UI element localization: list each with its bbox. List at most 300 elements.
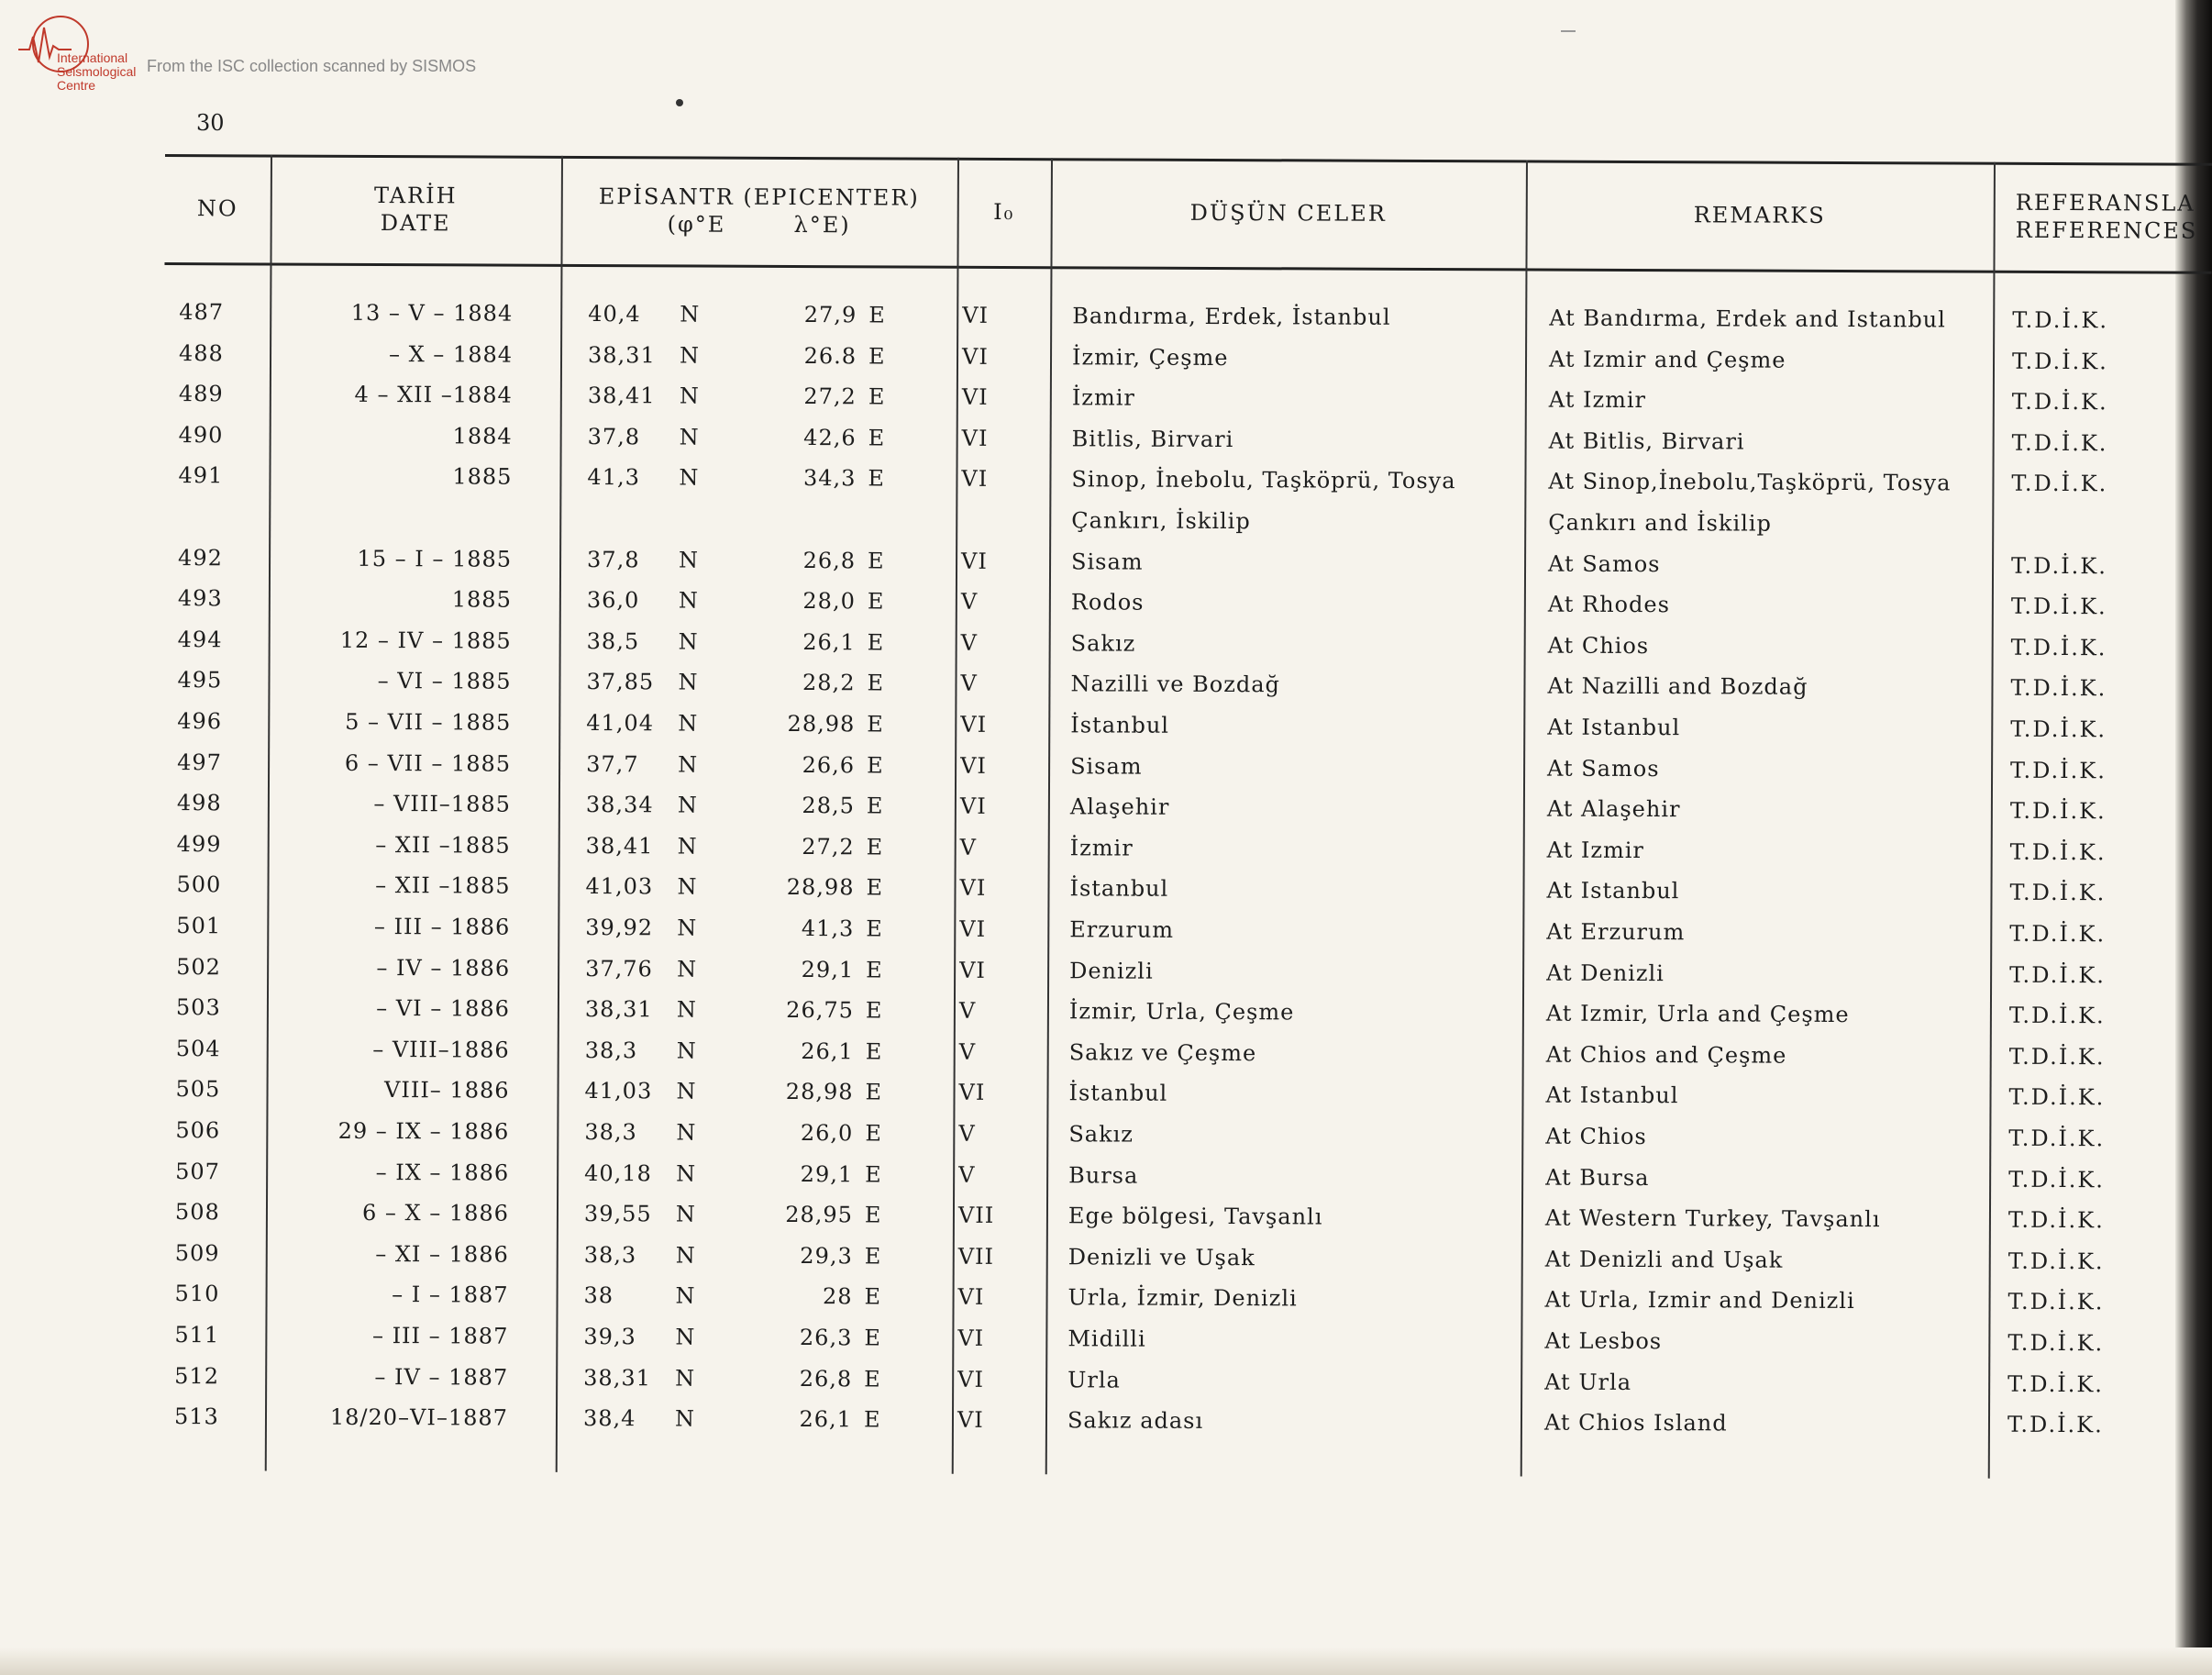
row-lat-hemisphere: N (677, 833, 698, 860)
row-remarks: At Lesbos (1544, 1327, 1663, 1355)
row-date: – III – 1887 (371, 1322, 509, 1349)
header-intensity (957, 158, 1051, 266)
row-reference: T.D.İ.K. (2010, 593, 2107, 620)
row-date: – I – 1887 (392, 1281, 509, 1309)
row-remarks: At Bitlis, Birvari (1548, 427, 1745, 455)
row-date: – VIII–1885 (373, 791, 511, 817)
row-latitude: 38,3 (584, 1037, 638, 1064)
row-remarks: At Erzurum (1546, 918, 1686, 946)
row-lat-hemisphere: N (679, 464, 700, 491)
isc-name (57, 51, 136, 93)
row-longitude: 26,1 (802, 628, 856, 656)
row-lat-hemisphere: N (675, 1324, 696, 1350)
row-places: Sinop, İnebolu, Taşköprü, Tosya (1071, 466, 1456, 494)
row-lon-hemisphere: E (868, 302, 886, 328)
header-remarks (1525, 160, 1994, 270)
row-places: İzmir, Çeşme (1071, 343, 1229, 371)
row-reference: T.D.İ.K. (2011, 429, 2108, 457)
row-date: – IV – 1886 (376, 954, 511, 982)
row-no: 510 (174, 1281, 220, 1307)
row-date: 29 – IX – 1886 (337, 1117, 510, 1145)
row-remarks: At Izmir (1546, 837, 1644, 863)
row-lat-hemisphere: N (679, 424, 700, 450)
row-places: Bursa (1068, 1161, 1139, 1189)
row-places: Urla (1067, 1366, 1121, 1393)
row-lon-hemisphere: E (868, 465, 886, 492)
row-latitude: 38,31 (587, 341, 656, 368)
row-places: Ege bölgesi, Tavşanlı (1067, 1203, 1323, 1230)
row-places: İstanbul (1069, 875, 1169, 903)
row-remarks: At Western Turkey, Tavşanlı (1544, 1204, 1881, 1233)
row-places: İstanbul (1068, 1080, 1168, 1107)
row-latitude: 38,4 (582, 1405, 636, 1432)
row-date: 18/20–VI–1887 (329, 1403, 509, 1431)
row-reference: T.D.İ.K. (2010, 634, 2107, 661)
row-no: 508 (174, 1199, 220, 1226)
row-places: Bitlis, Birvari (1071, 426, 1234, 452)
row-longitude: 26,1 (801, 1037, 854, 1065)
row-longitude: 28,98 (787, 710, 856, 738)
row-lat-hemisphere: N (676, 996, 697, 1023)
row-places: Sakız ve Çeşme (1068, 1039, 1257, 1066)
row-remarks: At Bandırma, Erdek and Istanbul (1549, 305, 1946, 333)
row-date: VIII– 1886 (384, 1077, 510, 1104)
row-places: Sakız (1068, 1121, 1134, 1148)
row-date: – XII –1885 (375, 872, 511, 900)
row-date: – IX – 1886 (375, 1159, 510, 1186)
row-lat-hemisphere: N (675, 1242, 696, 1269)
row-lon-hemisphere: E (864, 1243, 882, 1270)
row-no: 495 (177, 667, 223, 693)
row-latitude: 38,41 (585, 832, 654, 860)
row-no: 496 (177, 708, 223, 735)
row-lat-hemisphere: N (679, 342, 701, 369)
page-number: 30 (196, 110, 225, 136)
row-lat-hemisphere: N (678, 669, 699, 695)
row-date: 1884 (452, 423, 513, 449)
row-remarks: At Istanbul (1546, 877, 1680, 904)
row-reference: T.D.İ.K. (2008, 1043, 2106, 1070)
row-reference: T.D.İ.K. (2012, 306, 2109, 334)
row-latitude: 38,5 (586, 627, 640, 655)
row-lat-hemisphere: N (674, 1405, 696, 1432)
row-remarks: At Urla, Izmir and Denizli (1544, 1286, 1855, 1314)
row-reference: T.D.İ.K. (2011, 348, 2108, 374)
row-no: 489 (178, 381, 224, 407)
row-remarks: At Izmir (1548, 386, 1647, 414)
row-date: – VI – 1885 (377, 668, 512, 695)
row-no: 505 (175, 1076, 221, 1103)
row-no: 512 (174, 1362, 220, 1389)
row-no: 503 (175, 994, 221, 1021)
row-reference: T.D.İ.K. (2007, 1289, 2105, 1315)
header-date-en: DATE (380, 210, 451, 237)
row-lon-hemisphere: E (868, 342, 886, 370)
header-lat-unit: (φ°E (667, 211, 726, 238)
row-lat-hemisphere: N (678, 751, 699, 778)
row-date: 4 – XII –1884 (354, 382, 513, 408)
row-reference: T.D.İ.K. (2009, 920, 2107, 948)
isc-name-line-2: Seismological (57, 64, 137, 79)
row-lat-hemisphere: N (678, 710, 699, 737)
row-no: 499 (176, 830, 222, 858)
header-lon-unit: λ°E) (793, 211, 851, 238)
earthquake-catalog-table (160, 154, 2212, 1480)
row-lon-hemisphere: E (865, 997, 883, 1024)
row-reference: T.D.İ.K. (2011, 388, 2108, 416)
row-remarks: At Chios (1545, 1123, 1647, 1150)
header-date (270, 155, 561, 264)
row-lon-hemisphere: E (868, 425, 886, 451)
page-bottom-edge (0, 1647, 2212, 1675)
row-latitude: 41,03 (584, 1078, 653, 1104)
row-intensity: V (960, 671, 978, 697)
row-reference: T.D.İ.K. (2011, 471, 2108, 497)
row-remarks: At Sinop,İnebolu,Taşköprü, Tosya (1548, 468, 1952, 496)
row-remarks: At Chios Island (1543, 1409, 1728, 1437)
row-lat-hemisphere: N (676, 1119, 697, 1146)
row-no: 513 (173, 1403, 219, 1430)
row-remarks: At Istanbul (1545, 1082, 1679, 1109)
row-latitude: 38,41 (587, 383, 656, 409)
row-longitude: 27,9 (803, 302, 857, 328)
row-latitude: 39,92 (585, 915, 654, 941)
row-latitude: 38,34 (585, 792, 654, 818)
row-lat-hemisphere: N (680, 301, 701, 327)
row-reference: T.D.İ.K. (2008, 1084, 2106, 1111)
row-lon-hemisphere: E (867, 711, 884, 738)
row-latitude (587, 498, 660, 539)
row-places: Sisam (1070, 752, 1143, 780)
header-ref-tr: REFERANSLA (2015, 189, 2195, 216)
row-reference: T.D.İ.K. (2010, 715, 2107, 743)
row-remarks: At Istanbul (1547, 714, 1681, 741)
row-places: Denizli ve Uşak (1067, 1244, 1255, 1270)
row-reference: T.D.İ.K. (2008, 1166, 2106, 1192)
row-lon-hemisphere: E (865, 1038, 883, 1065)
row-places: Erzurum (1069, 916, 1175, 943)
header-places (1050, 158, 1526, 268)
row-places: İzmir (1069, 835, 1134, 861)
row-lat-hemisphere: N (677, 873, 698, 900)
row-longitude: 29,1 (801, 956, 855, 982)
row-date: – XI – 1886 (375, 1240, 509, 1268)
row-longitude: 27,2 (803, 383, 857, 410)
row-latitude: 39,55 (583, 1201, 652, 1227)
row-places: Midilli (1067, 1326, 1146, 1352)
row-lat-hemisphere: N (678, 628, 699, 655)
row-date: – IV – 1887 (374, 1363, 509, 1391)
row-remarks: At Denizli and Uşak (1544, 1246, 1784, 1273)
row-lat-hemisphere: N (676, 1160, 697, 1187)
row-places: Rodos (1070, 589, 1145, 616)
isc-name-line-1: International (57, 50, 128, 65)
row-places: İzmir (1071, 384, 1135, 411)
row-remarks: Çankırı and İskilip (1548, 509, 1772, 537)
row-date: 6 – VII – 1885 (344, 749, 512, 777)
isc-name-line-3: Centre (57, 78, 96, 93)
row-lon-hemisphere: E (865, 1079, 883, 1105)
row-lon-hemisphere: E (863, 1406, 881, 1433)
row-latitude: 37,8 (587, 546, 640, 572)
row-reference: T.D.İ.K. (2010, 675, 2107, 702)
row-intensity: V (960, 588, 979, 616)
row-date: – VI – 1886 (376, 995, 510, 1022)
row-remarks: At Izmir, Urla and Çeşme (1545, 1000, 1850, 1028)
row-lat-hemisphere: N (677, 956, 698, 982)
row-no: 494 (177, 626, 223, 653)
row-lon-hemisphere: E (866, 834, 884, 860)
row-date: 13 – V – 1884 (350, 299, 514, 327)
row-lon-hemisphere (868, 499, 895, 540)
row-longitude: 28,98 (786, 874, 855, 901)
row-latitude: 41,03 (585, 873, 654, 900)
header-epicenter-label: EPİSANTR (EPICENTER) (598, 183, 920, 211)
row-reference: T.D.İ.K. (2007, 1329, 2105, 1357)
header-ref-en: REFERENCES (2015, 216, 2198, 244)
row-latitude: 41,04 (586, 710, 655, 737)
header-epicenter-units (668, 210, 851, 238)
row-intensity: VI (959, 793, 987, 820)
row-no: 487 (179, 299, 225, 326)
row-lat-hemisphere: N (678, 587, 699, 614)
row-remarks: At Bursa (1545, 1164, 1650, 1191)
row-remarks: At Nazilli and Bozdağ (1547, 672, 1808, 701)
row-longitude: 29,3 (800, 1242, 853, 1270)
row-no: 504 (175, 1035, 221, 1062)
row-lon-hemisphere: E (867, 670, 885, 696)
row-longitude: 28,2 (802, 670, 856, 696)
row-lat-hemisphere: N (677, 792, 698, 818)
row-intensity: VII (957, 1243, 995, 1270)
row-intensity: VI (959, 957, 987, 983)
row-places: İstanbul (1070, 712, 1170, 738)
row-no: 488 (178, 339, 224, 366)
row-no: 501 (176, 913, 222, 939)
row-intensity: V (958, 997, 977, 1025)
row-date: 1885 (451, 586, 512, 613)
row-longitude: 26,6 (802, 751, 856, 778)
print-speck (1561, 30, 1576, 32)
row-reference: T.D.İ.K. (2008, 1002, 2106, 1029)
row-lat-hemisphere: N (677, 915, 698, 941)
row-places: Nazilli ve Bozdağ (1070, 671, 1281, 698)
row-lon-hemisphere: E (866, 956, 883, 983)
row-latitude: 38,3 (584, 1119, 637, 1146)
row-longitude: 29,1 (800, 1160, 854, 1187)
header-references (1993, 162, 2212, 272)
header-date-tr: TARİH (373, 182, 458, 209)
row-longitude: 26,8 (799, 1365, 853, 1392)
row-lon-hemisphere: E (867, 629, 885, 656)
row-intensity: VI (960, 711, 988, 738)
row-reference: T.D.İ.K. (2011, 552, 2107, 579)
row-date (264, 496, 512, 538)
row-lat-hemisphere: N (679, 547, 700, 573)
header-remarks-label: REMARKS (1693, 202, 1826, 228)
row-intensity: V (958, 1120, 976, 1147)
row-intensity: V (960, 629, 979, 656)
row-latitude: 40,18 (584, 1159, 652, 1186)
row-latitude: 38 (583, 1282, 614, 1309)
header-epicenter (560, 156, 957, 266)
row-longitude: 26,1 (799, 1406, 853, 1433)
row-latitude: 37,8 (587, 423, 641, 450)
row-longitude (773, 499, 856, 540)
row-intensity: VI (961, 548, 988, 574)
row-intensity: VI (957, 1366, 985, 1392)
row-date: – III – 1886 (373, 914, 511, 940)
row-intensity: VI (958, 1080, 986, 1106)
row-intensity: VI (962, 302, 990, 328)
row-lon-hemisphere: E (867, 588, 885, 615)
row-reference: T.D.İ.K. (2009, 880, 2107, 906)
row-no: 509 (174, 1239, 220, 1267)
row-intensity: VI (961, 343, 989, 370)
row-intensity: VII (957, 1202, 995, 1229)
row-lon-hemisphere: E (868, 547, 885, 574)
row-intensity: VI (960, 752, 987, 779)
row-reference: T.D.İ.K. (2010, 757, 2107, 783)
row-lat-hemisphere: N (675, 1201, 697, 1227)
row-longitude: 26,75 (786, 997, 854, 1024)
row-no: 498 (176, 790, 222, 816)
row-remarks: At Izmir and Çeşme (1548, 346, 1786, 373)
row-lat-hemisphere: N (675, 1282, 696, 1309)
row-no: 502 (176, 953, 222, 980)
row-lon-hemisphere: E (866, 793, 884, 819)
row-reference: T.D.İ.K. (2007, 1248, 2105, 1275)
row-date: – XII –1885 (375, 831, 511, 859)
row-lon-hemisphere: E (864, 1283, 882, 1310)
row-reference: T.D.İ.K. (2007, 1370, 2105, 1397)
row-places: Sisam (1071, 548, 1144, 575)
row-lon-hemisphere: E (864, 1202, 882, 1228)
row-intensity (961, 500, 1016, 541)
row-longitude: 28,5 (802, 793, 855, 819)
row-lon-hemisphere: E (866, 874, 884, 901)
row-reference: T.D.İ.K. (2009, 838, 2107, 866)
row-intensity: VI (957, 1406, 984, 1434)
row-lon-hemisphere: E (864, 1325, 881, 1351)
row-date: 6 – X – 1886 (361, 1200, 510, 1226)
row-remarks: At Chios (1547, 632, 1650, 659)
row-longitude: 28,95 (785, 1202, 854, 1228)
row-intensity: VI (959, 915, 987, 942)
row-date: – X – 1884 (388, 340, 514, 368)
row-lon-hemisphere: E (867, 751, 884, 779)
row-latitude: 36,0 (586, 587, 640, 614)
row-longitude: 34,3 (802, 465, 857, 492)
row-reference (2011, 505, 2212, 547)
header-no (164, 154, 271, 263)
row-lon-hemisphere: E (864, 1365, 881, 1392)
row-lon-hemisphere: E (868, 383, 886, 410)
row-no: 497 (177, 749, 222, 775)
row-latitude: 37,85 (586, 669, 655, 695)
row-remarks: At Alaşehir (1546, 795, 1681, 823)
row-remarks: At Urla (1544, 1369, 1632, 1395)
row-places: İzmir, Urla, Çeşme (1068, 998, 1295, 1026)
row-longitude: 42,6 (803, 424, 857, 451)
row-latitude: 40,4 (588, 301, 641, 327)
header-no-label: NO (196, 195, 238, 222)
isc-watermark (17, 9, 567, 101)
row-lat-hemisphere: N (679, 383, 700, 409)
row-remarks: At Denizli (1546, 960, 1665, 986)
header-intensity-label: I₀ (993, 198, 1015, 226)
row-places: Denizli (1069, 957, 1154, 984)
row-date: 5 – VII – 1885 (345, 708, 512, 736)
row-remarks: At Samos (1547, 755, 1660, 782)
row-no: 506 (175, 1117, 221, 1144)
row-latitude: 37,76 (585, 955, 653, 982)
row-reference: T.D.İ.K. (2007, 1206, 2105, 1234)
scan-source-note: From the ISC collection scanned by SISMOS (147, 57, 477, 75)
row-no: 492 (178, 544, 223, 571)
row-no: 500 (176, 871, 222, 898)
row-longitude: 26.8 (803, 342, 857, 369)
row-lat-hemisphere: N (676, 1078, 697, 1104)
row-lon-hemisphere: E (865, 1160, 882, 1188)
row-latitude: 41,3 (587, 464, 640, 491)
row-intensity: VI (957, 1284, 985, 1311)
row-places: Alaşehir (1069, 793, 1170, 820)
row-lat-hemisphere (679, 498, 706, 539)
row-reference: T.D.İ.K. (2009, 797, 2107, 825)
row-intensity: V (958, 1161, 976, 1188)
row-date: – VIII–1886 (372, 1036, 510, 1063)
row-remarks: At Chios and Çeşme (1545, 1041, 1787, 1069)
row-places: Sakız adası (1067, 1407, 1204, 1435)
row-no: 491 (178, 462, 224, 489)
row-longitude: 28,98 (785, 1079, 854, 1105)
row-lon-hemisphere: E (865, 1120, 882, 1147)
row-longitude: 26,3 (799, 1325, 853, 1351)
row-latitude: 38,31 (584, 996, 653, 1023)
row-no: 511 (174, 1322, 220, 1348)
row-longitude: 27,2 (802, 833, 855, 860)
row-lon-hemisphere: E (866, 915, 883, 942)
row-no (178, 496, 251, 538)
row-reference: T.D.İ.K. (2007, 1411, 2104, 1438)
row-intensity: V (958, 1038, 977, 1065)
row-longitude: 28 (822, 1283, 853, 1310)
row-longitude: 41,3 (801, 915, 855, 942)
row-latitude: 39,3 (583, 1324, 636, 1350)
header-places-label: DÜŞÜN CELER (1189, 199, 1387, 227)
row-reference: T.D.İ.K. (2009, 961, 2106, 988)
row-intensity: VI (961, 383, 989, 411)
row-longitude: 28,0 (802, 588, 856, 615)
row-longitude: 26,0 (800, 1120, 854, 1147)
row-places: Çankırı, İskilip (1071, 507, 1251, 535)
row-date: 15 – I – 1885 (357, 545, 513, 572)
row-no: 490 (178, 421, 224, 449)
row-date: 12 – IV – 1885 (339, 627, 512, 654)
print-speck (676, 99, 683, 106)
row-intensity: VI (961, 425, 989, 451)
row-remarks: At Rhodes (1547, 591, 1670, 618)
row-reference: T.D.İ.K. (2008, 1125, 2106, 1152)
row-lat-hemisphere: N (676, 1037, 697, 1064)
row-no: 507 (175, 1158, 221, 1184)
row-date: 1885 (452, 463, 513, 491)
row-latitude: 38,31 (583, 1364, 651, 1391)
row-places: Bandırma, Erdek, İstanbul (1072, 303, 1391, 330)
row-intensity: VI (957, 1325, 985, 1351)
row-remarks: At Samos (1548, 550, 1661, 577)
